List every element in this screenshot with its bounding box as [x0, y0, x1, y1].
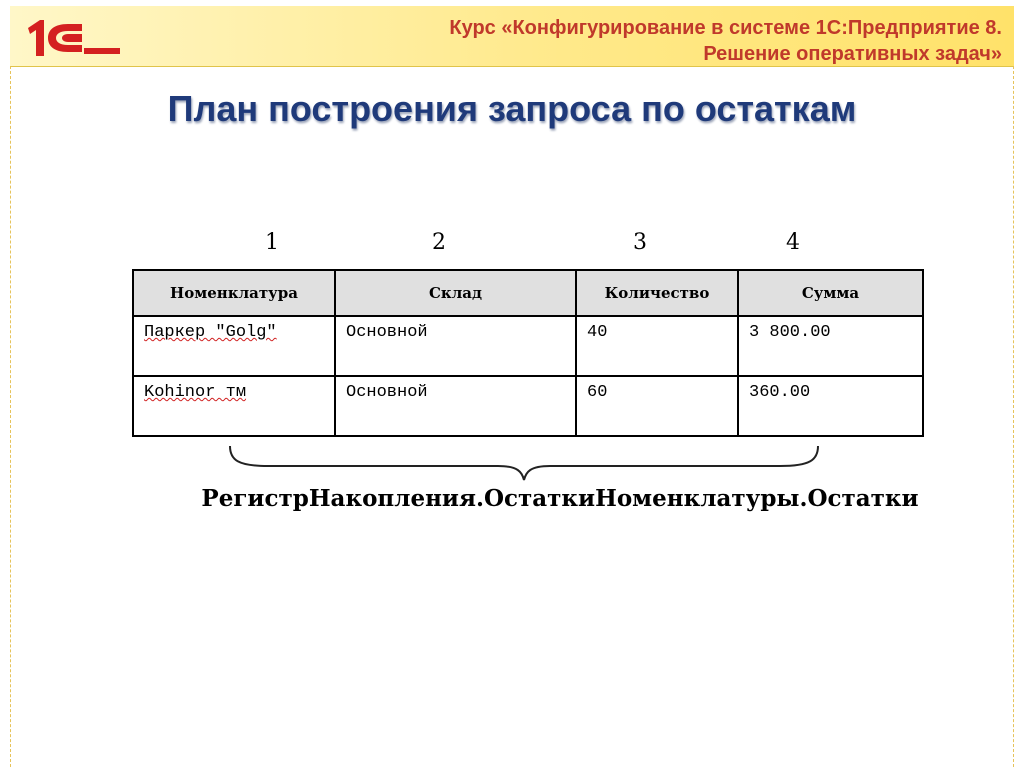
cell-quantity: 40 [576, 316, 738, 376]
column-number-2: 2 [432, 230, 446, 255]
course-title-line-2: Решение оперативных задач» [703, 43, 1002, 65]
cell-nomenclature [133, 316, 335, 376]
table-row [133, 316, 923, 376]
register-path-container [190, 485, 930, 512]
course-title-line-1: Курс «Конфигурирование в системе 1С:Предприятие 8. [449, 17, 1002, 39]
column-number-1: 1 [265, 230, 279, 255]
header-bar [10, 6, 1014, 67]
slide-title: План построения запроса по остаткам [167, 88, 857, 129]
table-row [133, 376, 923, 436]
cell-nomenclature [133, 376, 335, 436]
header-nomenclature: Номенклатура [133, 270, 335, 316]
cell-text: Kohinor тм [144, 383, 247, 402]
cell-warehouse: Основной [335, 316, 576, 376]
right-margin-rule [1013, 66, 1014, 767]
cell-sum: 3 800.00 [738, 316, 923, 376]
course-title [449, 15, 1002, 67]
1c-logo-icon [24, 16, 124, 60]
table-header-row [133, 270, 923, 316]
cell-warehouse: Основной [335, 376, 576, 436]
cell-quantity: 60 [576, 376, 738, 436]
column-number-4: 4 [786, 230, 800, 255]
cell-text: Паркер "Golg" [144, 323, 277, 342]
header-sum: Сумма [738, 270, 923, 316]
left-margin-rule [10, 66, 11, 767]
register-path: РегистрНакопления.ОстаткиНоменклатуры.Остатки [201, 485, 919, 512]
header-quantity: Количество [576, 270, 738, 316]
curly-brace-icon [228, 442, 820, 482]
column-number-3: 3 [633, 230, 647, 255]
balance-table [132, 269, 924, 437]
cell-sum: 360.00 [738, 376, 923, 436]
header-warehouse: Склад [335, 270, 576, 316]
